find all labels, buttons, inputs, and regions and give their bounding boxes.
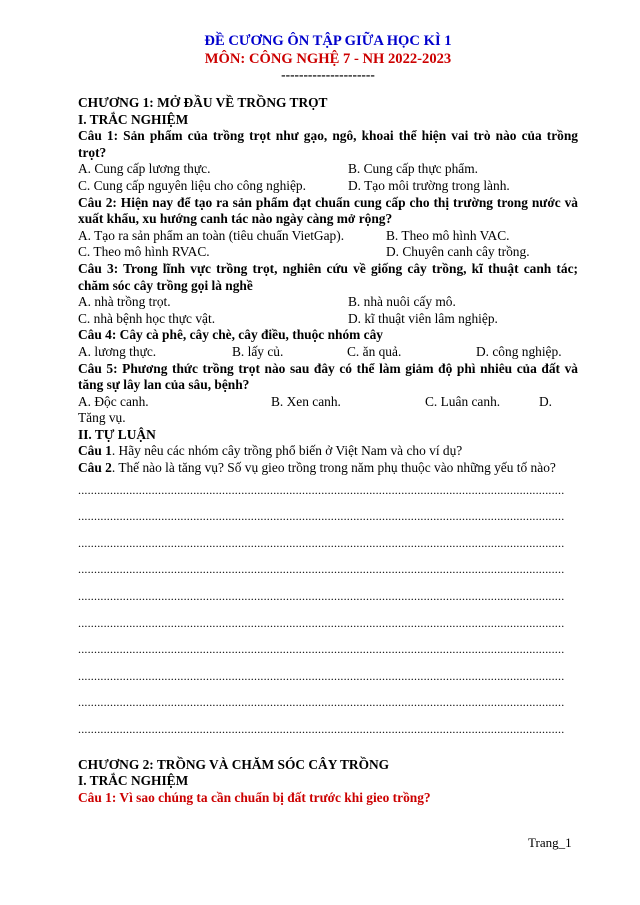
answer-line: ........................................................................................................................................................	[78, 642, 565, 657]
option-b: B. Xen canh.	[271, 393, 341, 409]
option-a: A. lương thực.	[78, 343, 157, 359]
option-d: D. Tạo môi trường trong lành.	[348, 177, 510, 193]
essay-question-1-label: Câu 1	[78, 443, 112, 459]
question-2-options-row-2	[78, 244, 578, 261]
title-divider: ---------------------	[281, 67, 375, 82]
option-d: D. kĩ thuật viên lâm nghiệp.	[348, 310, 498, 326]
essay-question-1-text: . Hãy nêu các nhóm cây trồng phổ biến ở Việt Nam và cho ví dụ?	[111, 443, 463, 459]
document-page	[78, 30, 578, 806]
essay-question-2-label: Câu 2	[78, 460, 112, 476]
chapter-2-title: CHƯƠNG 2: TRỒNG VÀ CHĂM SÓC CÂY TRỒNG	[78, 756, 390, 772]
option-b: B. nhà nuôi cấy mô.	[348, 294, 456, 310]
chapter-1-mc-heading: I. TRẮC NGHIỆM	[78, 111, 189, 127]
answer-line: ........................................................................................................................................................	[78, 589, 565, 604]
question-3-options-row-1	[78, 294, 578, 311]
option-c: C. ăn quả.	[347, 343, 402, 359]
answer-line: ........................................................................................................................................................	[78, 562, 565, 577]
option-a: A. Độc canh.	[78, 393, 149, 409]
answer-line: ........................................................................................................................................................	[78, 535, 565, 550]
question-2: Câu 2: Hiện nay để tạo ra sản phẩm đạt chuẩn cung cấp cho thị trường trong nước và xuất khẩu, xu hướng canh tác nào ngày càng mở rộng?	[78, 194, 578, 227]
answer-line: ........................................................................................................................................................	[78, 482, 565, 497]
option-d-text: Tăng vụ.	[78, 410, 126, 426]
question-1: Câu 1: Sản phẩm của trồng trọt như gạo, ngô, khoai thể hiện vai trò nào của trồng trọt?	[78, 128, 578, 160]
option-d-label: D.	[539, 393, 553, 409]
question-4: Câu 4: Cây cà phê, cây chè, cây điều, thuộc nhóm cây	[78, 327, 384, 343]
answer-line: ........................................................................................................................................................	[78, 615, 565, 630]
question-3: Câu 3: Trong lĩnh vực trồng trọt, nghiên cứu về giống cây trồng, kĩ thuật canh tác; chăm sóc cây trồng gọi là nghề	[78, 260, 578, 293]
chapter-1-title: CHƯƠNG 1: MỞ ĐẦU VỀ TRỒNG TRỌT	[78, 95, 328, 110]
option-b: B. Cung cấp thực phẩm.	[348, 161, 478, 177]
option-c: C. Luân canh.	[425, 393, 501, 409]
question-3-options-row-2	[78, 311, 578, 328]
option-b: B. Theo mô hình VAC.	[386, 227, 510, 243]
question-5-options	[78, 394, 578, 411]
essay-question-2-text: . Thế nào là tăng vụ? Số vụ gieo trồng trong năm phụ thuộc vào những yếu tố nào?	[111, 460, 556, 476]
question-1-options-row-1	[78, 161, 578, 178]
document-subtitle: MÔN: CÔNG NGHỆ 7 - NH 2022-2023	[204, 51, 452, 67]
essay-question-2	[78, 460, 578, 477]
option-c: C. nhà bệnh học thực vật.	[78, 310, 216, 326]
option-d: D. công nghiệp.	[476, 343, 562, 359]
option-a: A. Tạo ra sản phẩm an toàn (tiêu chuẩn VietGap).	[78, 227, 345, 243]
option-a: A. nhà trồng trọt.	[78, 294, 171, 310]
answer-lines	[78, 477, 578, 743]
answer-line: ........................................................................................................................................................	[78, 722, 565, 736]
answer-line: ........................................................................................................................................................	[78, 509, 565, 524]
chapter-2-question-1: Câu 1: Vì sao chúng ta cần chuẩn bị đất trước khi gieo trồng?	[78, 789, 431, 805]
option-c: C. Cung cấp nguyên liệu cho công nghiệp.	[78, 177, 306, 193]
essay-question-1	[78, 443, 578, 460]
option-d: D. Chuyên canh cây trồng.	[386, 244, 530, 260]
chapter-2-mc-heading: I. TRẮC NGHIỆM	[78, 773, 189, 789]
page-number: Trang_1	[528, 835, 572, 850]
chapter-1-essay-heading: II. TỰ LUẬN	[78, 426, 156, 442]
answer-line: ........................................................................................................................................................	[78, 668, 565, 683]
option-a: A. Cung cấp lương thực.	[78, 161, 211, 177]
question-5: Câu 5: Phương thức trồng trọt nào sau đây có thể làm giảm độ phì nhiêu của đất và tăng sự lây lan của sâu, bệnh?	[78, 360, 578, 393]
option-b: B. lấy củ.	[232, 343, 284, 359]
question-4-options	[78, 344, 578, 361]
option-c: C. Theo mô hình RVAC.	[78, 244, 210, 260]
document-title: ĐỀ CƯƠNG ÔN TẬP GIỮA HỌC KÌ 1	[204, 33, 452, 49]
question-2-options-row-1	[78, 228, 578, 245]
question-1-options-row-2	[78, 178, 578, 195]
answer-line: ........................................................................................................................................................	[78, 695, 565, 710]
